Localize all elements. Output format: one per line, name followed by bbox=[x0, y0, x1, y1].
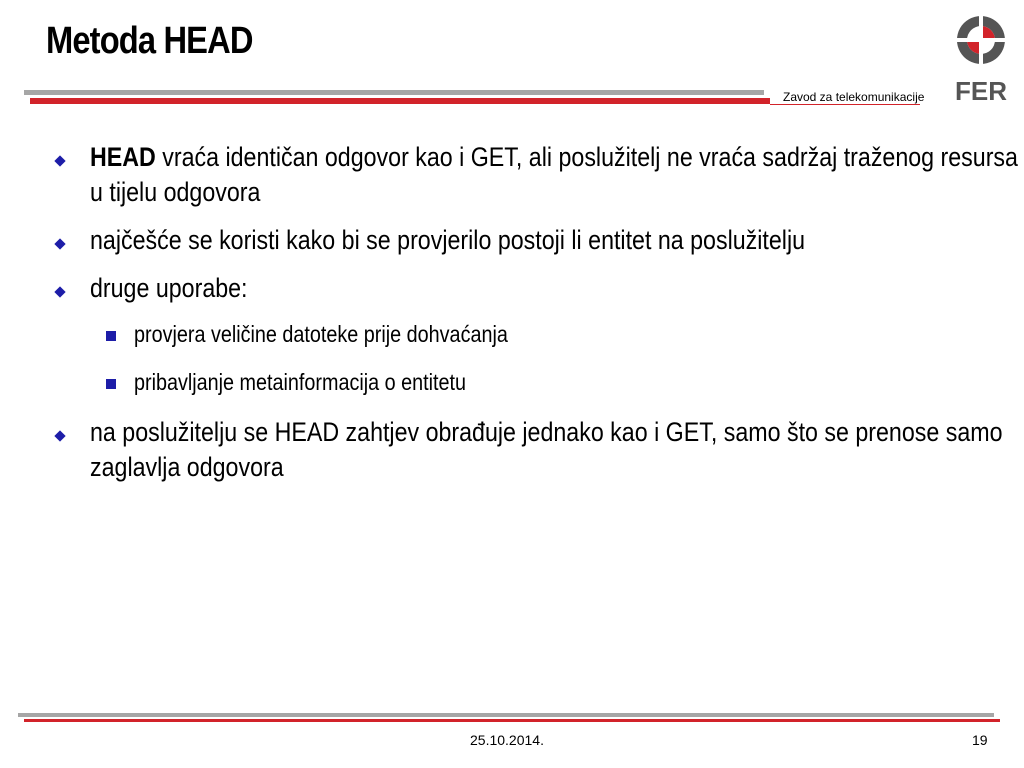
diamond-bullet-icon bbox=[54, 238, 65, 249]
bullet-item bbox=[54, 271, 994, 306]
square-bullet-icon bbox=[106, 331, 116, 341]
bullet-item bbox=[54, 415, 1003, 485]
diamond-bullet-icon bbox=[54, 286, 65, 297]
diamond-bullet-icon bbox=[54, 430, 65, 441]
bullet-item bbox=[54, 223, 994, 258]
fer-logo bbox=[950, 12, 1012, 104]
department-label: Zavod za telekomunikacije bbox=[783, 90, 925, 104]
sub-bullet-item bbox=[54, 367, 994, 397]
slide-title: Metoda HEAD bbox=[46, 20, 253, 62]
header-rule-red bbox=[30, 98, 770, 104]
footer-date: 25.10.2014. bbox=[470, 732, 544, 748]
bullet-text: na poslužitelju se HEAD zahtjev obrađuje jednako kao i GET, samo što se prenose samo zaglavlja odgovora bbox=[90, 417, 1003, 482]
header-rule-gray bbox=[24, 90, 764, 95]
header-rule-thin bbox=[770, 104, 920, 105]
bullet-item bbox=[54, 140, 1018, 210]
bullet-text: najčešće se koristi kako bi se provjerilo postoji li entitet na poslužitelju bbox=[90, 225, 806, 255]
logo-wordmark: FER bbox=[955, 76, 1007, 104]
square-bullet-icon bbox=[106, 379, 116, 389]
sub-bullet-text: provjera veličine datoteke prije dohvaćanja bbox=[134, 321, 508, 347]
bullet-bold-prefix: HEAD bbox=[90, 142, 156, 172]
footer-rule-red bbox=[24, 719, 1000, 722]
bullet-text: druge uporabe: bbox=[90, 273, 248, 303]
diamond-bullet-icon bbox=[54, 155, 65, 166]
footer-rule-gray bbox=[18, 713, 994, 717]
sub-bullet-item bbox=[54, 319, 994, 349]
fer-logo-icon bbox=[950, 12, 1012, 104]
bullet-text: vraća identičan odgovor kao i GET, ali poslužitelj ne vraća sadržaj traženog resursa u tijelu odgovora bbox=[90, 142, 1018, 207]
slide-content bbox=[54, 140, 1018, 498]
page-number: 19 bbox=[972, 732, 988, 748]
sub-bullet-text: pribavljanje metainformacija o entitetu bbox=[134, 369, 467, 395]
